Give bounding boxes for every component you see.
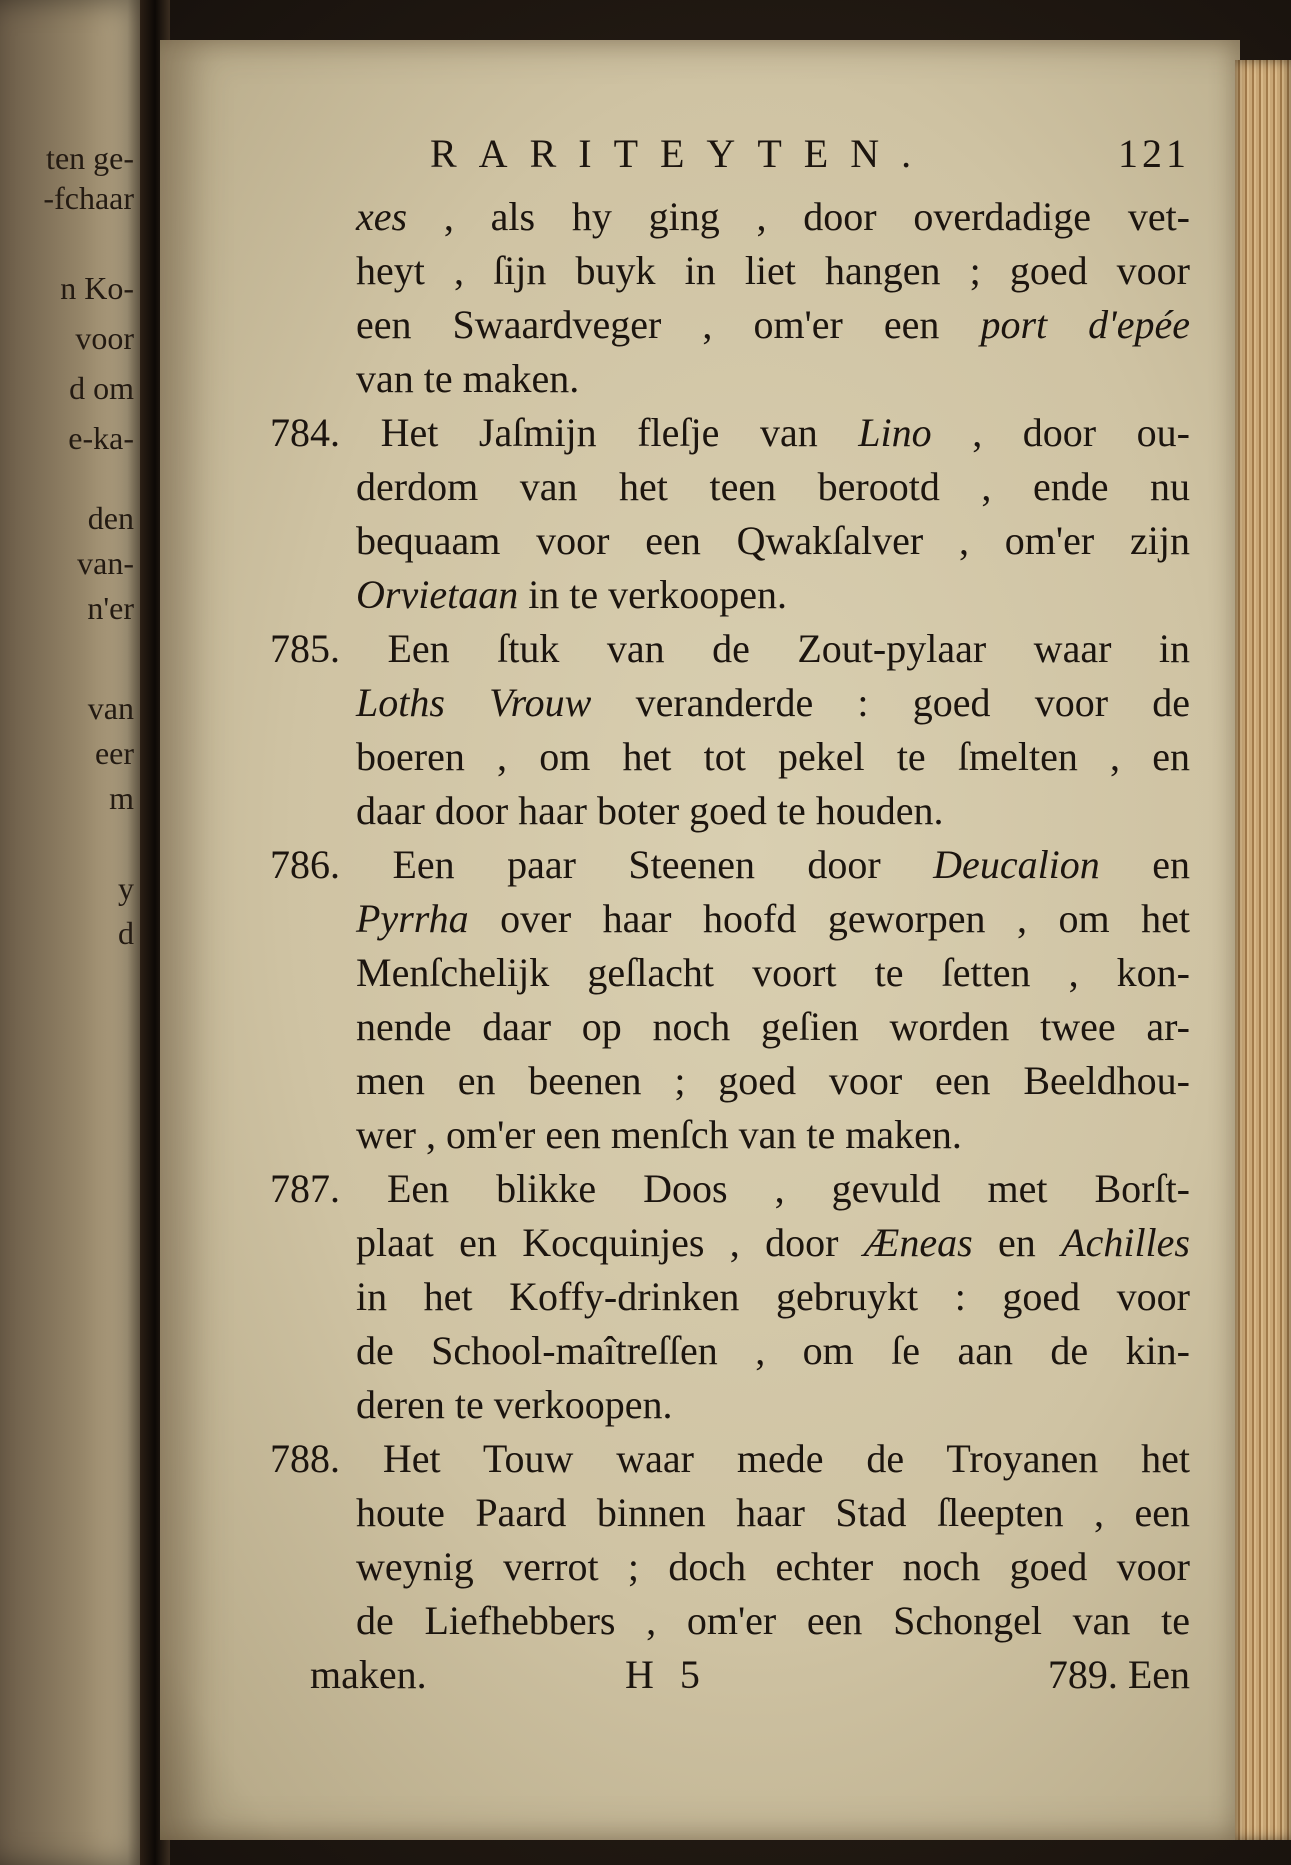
left-page-fragment: -fchaar xyxy=(43,180,134,216)
line-text: deren te verkoopen. xyxy=(356,1382,673,1427)
italic-name: Æneas xyxy=(863,1220,973,1265)
italic-name: Orvietaan xyxy=(356,572,519,617)
line-text: van te maken. xyxy=(356,356,580,401)
entry-first-line xyxy=(270,1432,1190,1486)
entry-number: 788. xyxy=(270,1436,340,1481)
page-header xyxy=(310,130,1190,190)
text-line xyxy=(310,298,1190,352)
italic-name: Lino xyxy=(858,410,932,455)
text-line xyxy=(310,514,1190,568)
line-text: in te verkoopen. xyxy=(518,572,787,617)
line-text: Het Jaſmijn fleſje van xyxy=(340,410,859,455)
text-line xyxy=(310,1486,1190,1540)
left-page-fragment: van xyxy=(87,690,134,726)
text-line xyxy=(310,730,1190,784)
line-text: Een blikke Doos , gevuld met Borſt- xyxy=(340,1166,1190,1211)
line-text: in het Koffy-drinken gebruykt : goed voor xyxy=(356,1274,1190,1319)
left-page-fragment: m xyxy=(109,780,134,816)
line-text: Een ſtuk van de Zout-pylaar waar in xyxy=(340,626,1190,671)
page-body xyxy=(270,190,1191,1648)
page-edges xyxy=(1235,60,1291,1840)
text-line xyxy=(310,1270,1190,1324)
line-text: en xyxy=(1099,842,1190,887)
line-text: wer , om'er een menſch van te maken. xyxy=(356,1112,962,1157)
text-line xyxy=(310,946,1190,1000)
left-page-fragment: eer xyxy=(94,735,134,771)
line-text: over haar hoofd geworpen , om het xyxy=(468,896,1190,941)
line-text: derdom van het teen berootd , ende nu xyxy=(356,464,1190,509)
text-line xyxy=(310,352,1190,406)
line-text: veranderde : goed voor de xyxy=(591,680,1190,725)
line-text: , als hy ging , door overdadige vet- xyxy=(407,194,1190,239)
italic-name: Deucalion xyxy=(933,842,1100,887)
page-footer xyxy=(310,1648,1190,1704)
line-text: Het Touw waar mede de Troyanen het xyxy=(340,1436,1190,1481)
entry-first-line xyxy=(270,838,1190,892)
entry-first-line xyxy=(270,622,1190,676)
line-text: de School-maîtreſſen , om ſe aan de kin- xyxy=(356,1328,1190,1373)
left-page-fragment: den xyxy=(87,500,134,536)
signature-mark: H 5 xyxy=(625,1652,708,1697)
line-text: Een paar Steenen door xyxy=(340,842,934,887)
text-block xyxy=(270,130,1191,1704)
line-text: , door ou- xyxy=(931,410,1191,455)
italic-name: Pyrrha xyxy=(356,896,469,941)
italic-name: Achilles xyxy=(1061,1220,1190,1265)
italic-name: port d'epée xyxy=(980,302,1190,347)
running-title: RARITEYTEN. xyxy=(430,131,934,176)
line-text: de Liefhebbers , om'er een Schongel van te xyxy=(356,1598,1190,1643)
italic-name: Loths Vrouw xyxy=(356,680,592,725)
right-page xyxy=(160,40,1240,1840)
line-text: men en beenen ; goed voor een Beeldhou- xyxy=(356,1058,1190,1103)
text-line xyxy=(310,1108,1190,1162)
page-number: 121 xyxy=(1118,131,1190,176)
left-page-fragment: n'er xyxy=(87,590,134,626)
left-page-fragment: d xyxy=(118,915,134,951)
text-line xyxy=(310,1216,1190,1270)
line-text: heyt , ſijn buyk in liet hangen ; goed voor xyxy=(356,248,1190,293)
line-text: een Swaardveger , om'er een xyxy=(356,302,981,347)
text-line xyxy=(310,244,1190,298)
entry-first-line xyxy=(270,406,1191,460)
text-line xyxy=(310,1054,1190,1108)
last-line-word: maken. xyxy=(310,1652,427,1697)
text-line xyxy=(310,190,1190,244)
line-text: bequaam voor een Qwakſalver , om'er zijn xyxy=(356,518,1190,563)
line-text: houte Paard binnen haar Stad ſleepten , een xyxy=(356,1490,1190,1535)
text-line xyxy=(310,1378,1190,1432)
left-page-fragment: e-ka- xyxy=(68,420,134,456)
line-text: boeren , om het tot pekel te ſmelten , en xyxy=(356,734,1190,779)
text-line xyxy=(310,568,1190,622)
left-page-fragment: d om xyxy=(69,370,134,406)
left-page xyxy=(0,0,150,1865)
text-line xyxy=(310,784,1190,838)
left-page-fragment: van- xyxy=(77,545,134,581)
text-line xyxy=(310,1594,1190,1648)
text-line xyxy=(310,676,1190,730)
line-text: nende daar op noch geſien worden twee ar- xyxy=(356,1004,1190,1049)
catchword: 789. Een xyxy=(1047,1652,1190,1697)
line-text: daar door haar boter goed te houden. xyxy=(356,788,944,833)
line-text: Menſchelijk geſlacht voort te ſetten , kon- xyxy=(356,950,1190,995)
text-line xyxy=(310,460,1190,514)
entry-number: 785. xyxy=(270,626,340,671)
left-page-fragment: ten ge- xyxy=(46,140,134,176)
text-line xyxy=(310,1000,1190,1054)
line-text: plaat en Kocquinjes , door xyxy=(356,1220,864,1265)
text-line xyxy=(310,892,1190,946)
entry-number: 787. xyxy=(270,1166,340,1211)
entry-number: 786. xyxy=(270,842,340,887)
line-text: weynig verrot ; doch echter noch goed voor xyxy=(356,1544,1190,1589)
italic-name: xes xyxy=(356,194,408,239)
left-page-fragment: voor xyxy=(75,320,134,356)
entry-first-line xyxy=(270,1162,1190,1216)
text-line xyxy=(310,1540,1190,1594)
line-text: en xyxy=(972,1220,1062,1265)
text-line xyxy=(310,1324,1190,1378)
left-page-fragment: y xyxy=(118,870,134,906)
left-page-fragment: n Ko- xyxy=(60,270,134,306)
entry-number: 784. xyxy=(270,410,340,455)
